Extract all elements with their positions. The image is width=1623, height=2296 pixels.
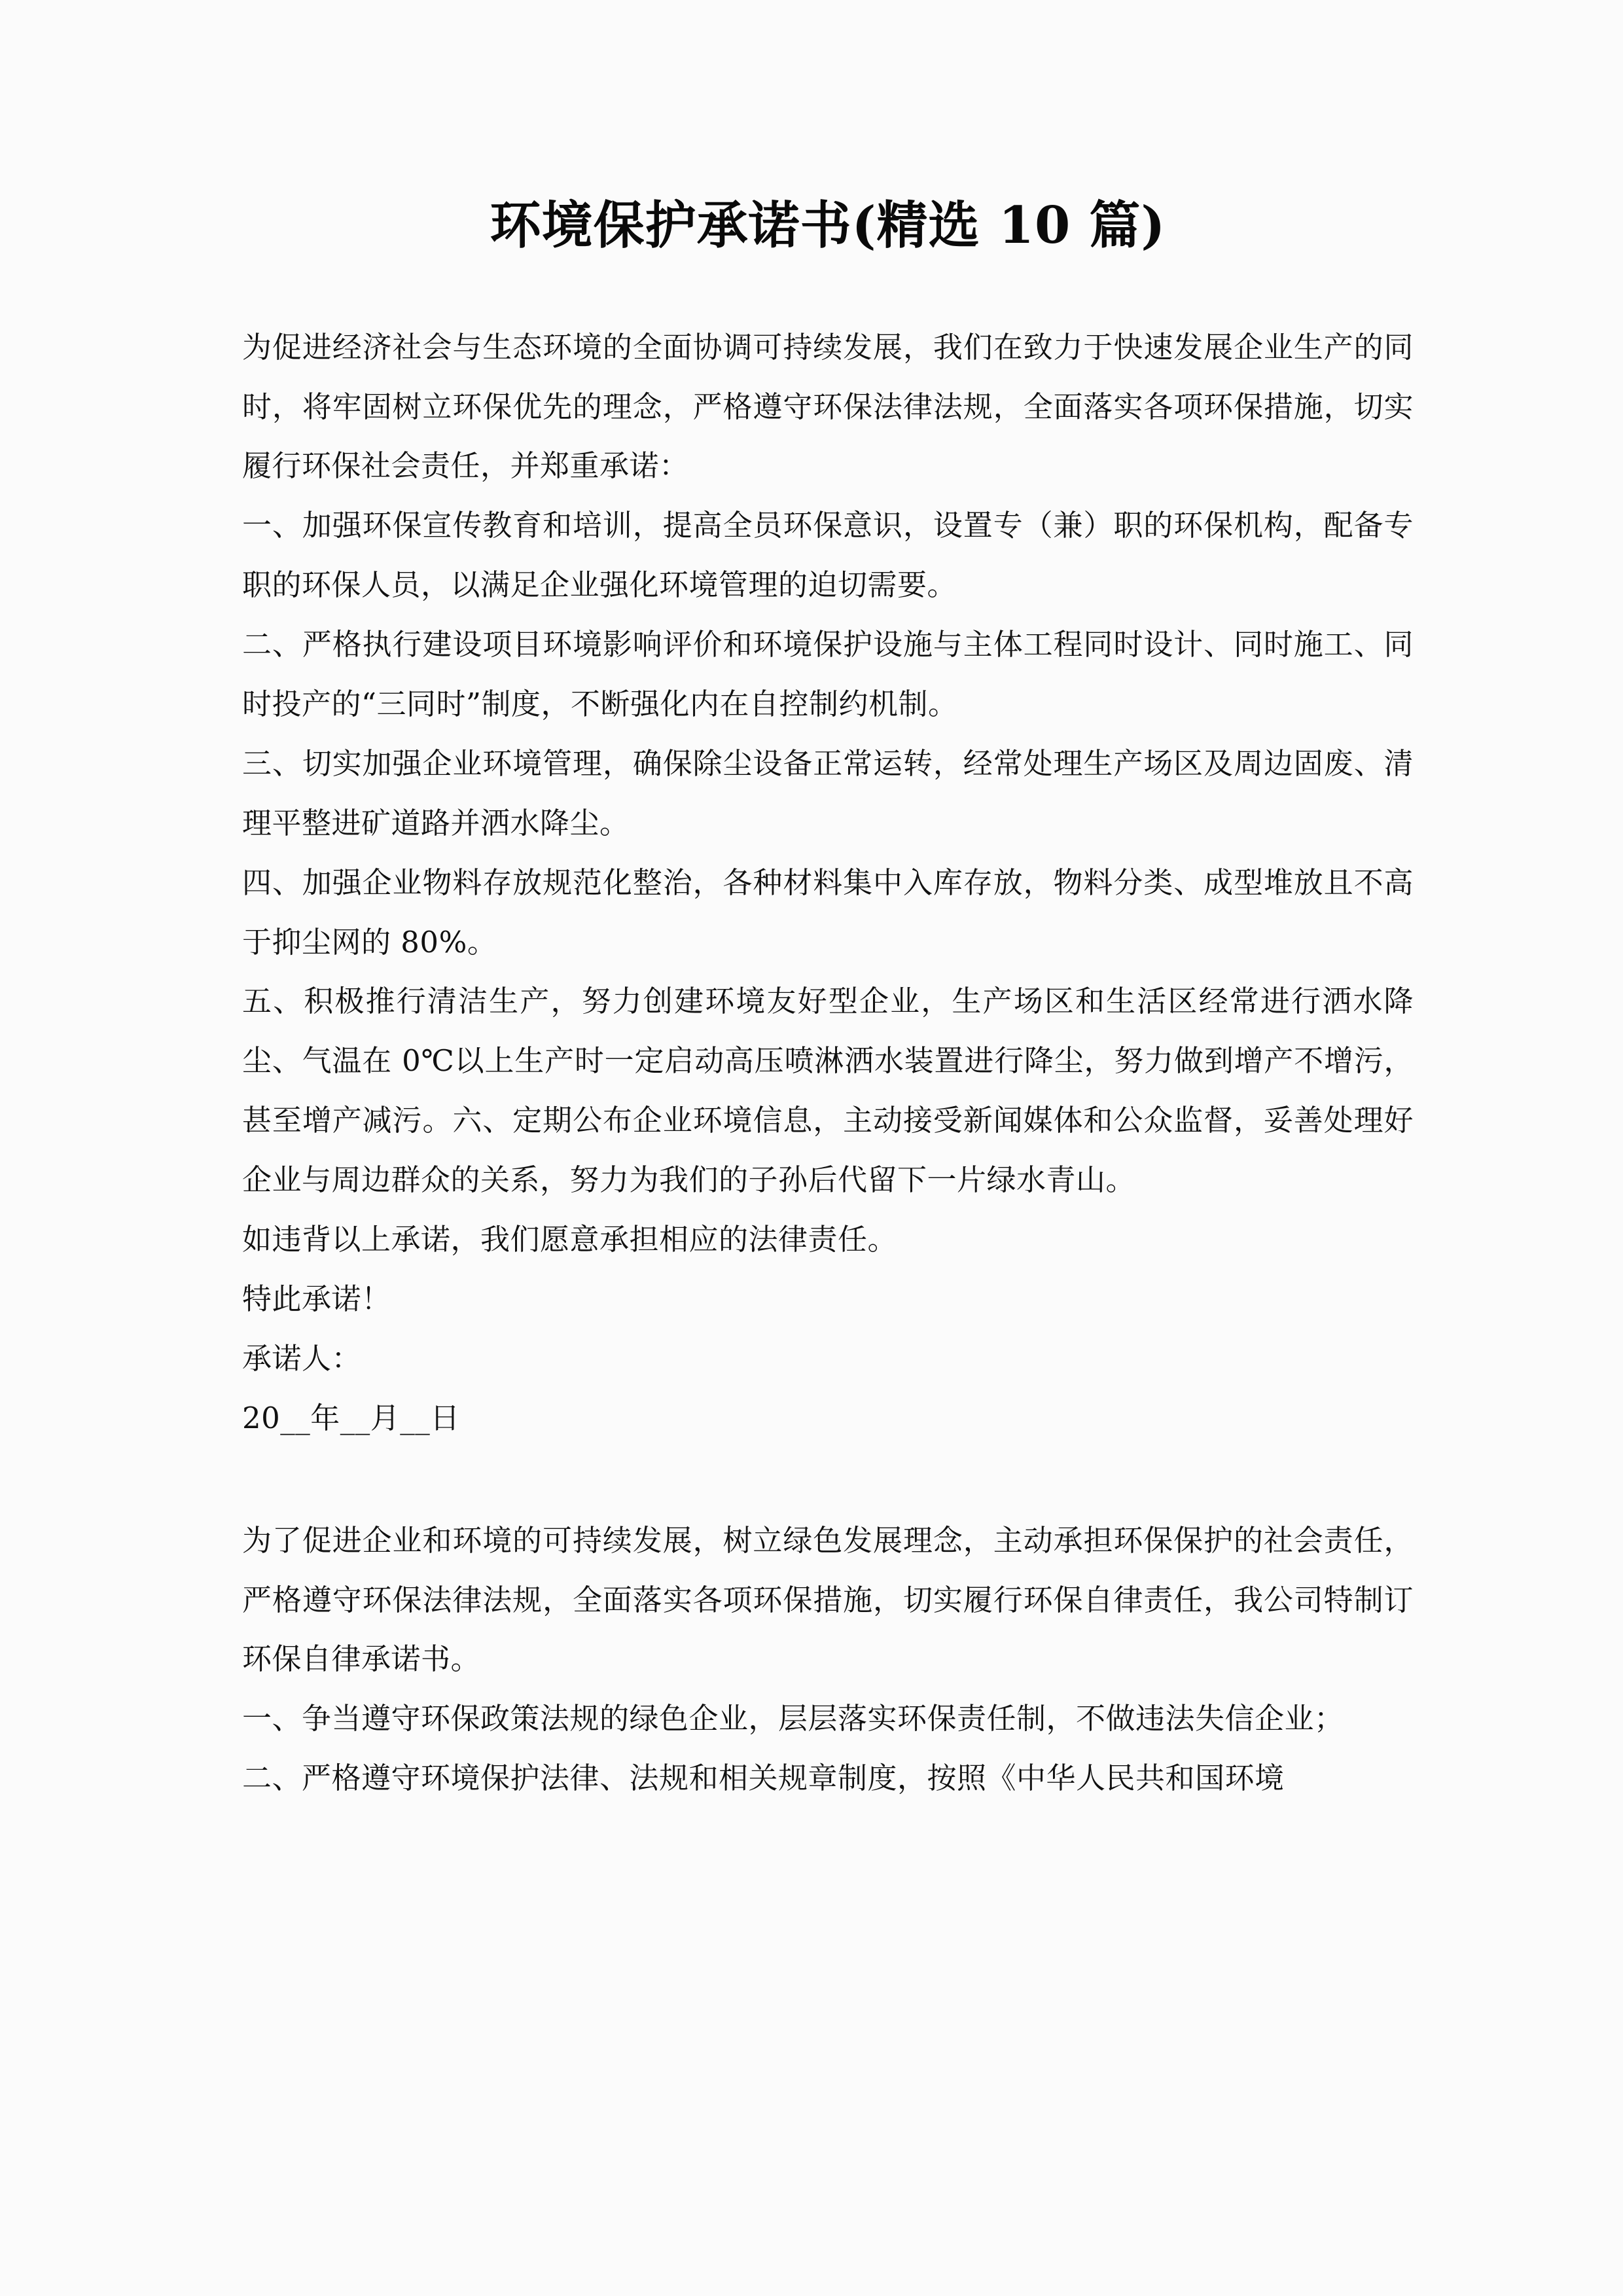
section-one-item-3: 三、切实加强企业环境管理，确保除尘设备正常运转，经常处理生产场区及周边固废、清理平整进矿道路并洒水降尘。 — [242, 745, 1414, 840]
section-one-item-1: 一、加强环保宣传教育和培训，提高全员环保意识，设置专（兼）职的环保机构，配备专职的环保人员，以满足企业强化环境管理的迫切需要。 — [242, 508, 1414, 603]
section-divider-gap — [242, 1448, 1414, 1511]
section-one-item-4: 四、加强企业物料存放规范化整治，各种材料集中入库存放，物料分类、成型堆放且不高于抑尘网的 80%。 — [242, 865, 1414, 960]
date-line: 20__年__月__日 — [242, 1400, 460, 1435]
section-one — [242, 318, 1414, 1448]
section-two-item-2: 二、严格遵守环境保护法律、法规和相关规章制度，按照《中华人民共和国环境 — [242, 1761, 1285, 1796]
section-one-liability-statement: 如违背以上承诺，我们愿意承担相应的法律责任。 — [242, 1222, 898, 1257]
section-one-intro-paragraph: 为促进经济社会与生态环境的全面协调可持续发展，我们在致力于快速发展企业生产的同时，将牢固树立环保优先的理念，严格遵守环保法律法规，全面落实各项环保措施，切实履行环保社会责任，并郑重承诺： — [242, 329, 1414, 484]
signature-label: 承诺人： — [242, 1340, 362, 1376]
page-title: 环境保护承诺书(精选 10 篇) — [490, 196, 1166, 255]
section-one-closing-statement: 特此承诺！ — [242, 1281, 391, 1316]
section-one-item-2: 二、严格执行建设项目环境影响评价和环境保护设施与主体工程同时设计、同时施工、同时投产的“三同时”制度，不断强化内在自控制约机制。 — [242, 627, 1414, 722]
section-two — [242, 1511, 1414, 1808]
section-one-item-5-and-6: 五、积极推行清洁生产，努力创建环境友好型企业，生产场区和生活区经常进行洒水降尘、气温在 0℃以上生产时一定启动高压喷淋洒水装置进行降尘，努力做到增产不增污，甚至增产减污。六、定期公布企业环境信息，主动接受新闻媒体和公众监督，妥善处理好企业与周边群众的关系，努力为我们的子孙后代留下一片绿水青山。 — [242, 984, 1414, 1198]
section-two-item-1: 一、争当遵守环保政策法规的绿色企业，层层落实环保责任制，不做违法失信企业； — [242, 1701, 1344, 1736]
section-two-intro-paragraph: 为了促进企业和环境的可持续发展，树立绿色发展理念，主动承担环保保护的社会责任，严格遵守环保法律法规，全面落实各项环保措施，切实履行环保自律责任，我公司特制订环保自律承诺书。 — [242, 1522, 1414, 1677]
page-content-column — [242, 0, 1414, 1808]
